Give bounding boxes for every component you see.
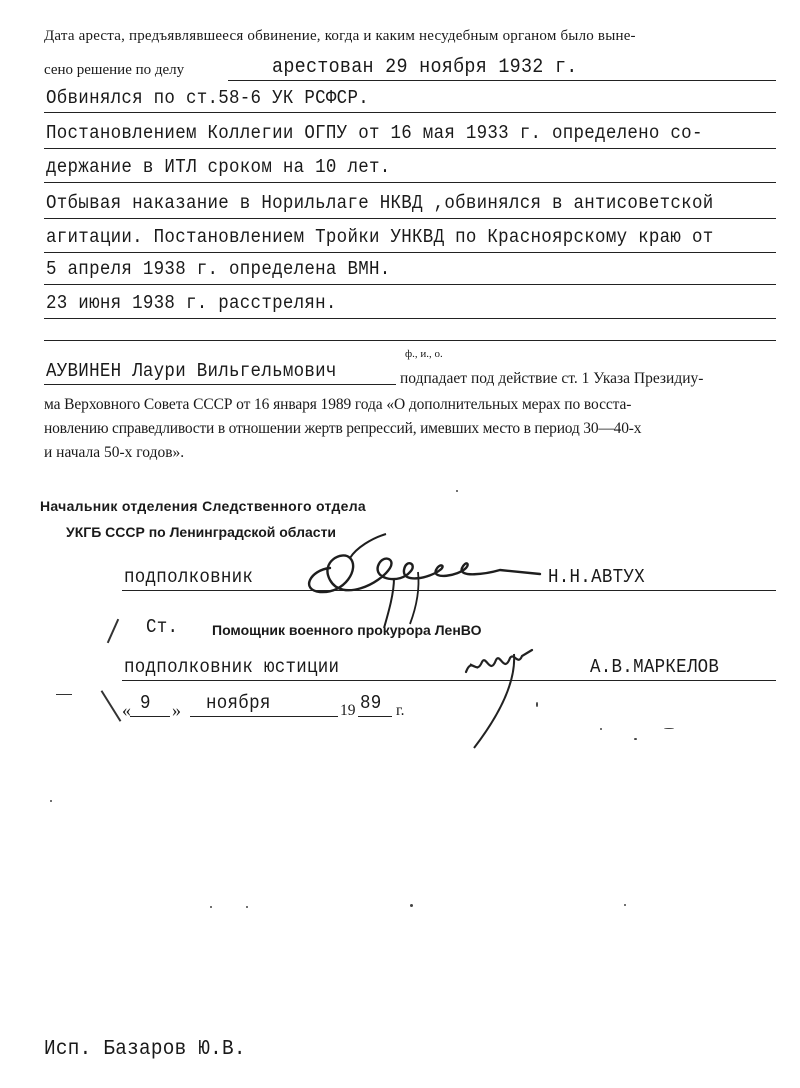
rule-line-7 bbox=[44, 284, 776, 285]
form-header-line-2: сено решение по делу bbox=[44, 62, 185, 78]
date-year-suffix: 89 bbox=[360, 692, 382, 714]
case-line-charge: Обвинялся по ст.58-6 УК РСФСР. bbox=[46, 87, 369, 109]
left-dash-mark bbox=[56, 694, 72, 695]
executor-line: Исп. Базаров Ю.В. bbox=[44, 1038, 246, 1061]
name-underline bbox=[44, 384, 396, 385]
prosecutor-prefix: Ст. bbox=[146, 616, 179, 638]
case-line-itl-term: держание в ИТЛ сроком на 10 лет. bbox=[46, 156, 391, 178]
prosecutor-title: Помощник военного прокурора ЛенВО bbox=[212, 622, 482, 638]
rule-line-6 bbox=[44, 252, 776, 253]
date-day: 9 bbox=[140, 692, 151, 714]
form-header-line-1: Дата ареста, предъявлявшееся обвинение, когда и каким несудебным органом было выне- bbox=[44, 28, 636, 44]
prosecutor-signature-line bbox=[122, 680, 776, 681]
date-open-quote: « bbox=[122, 700, 131, 720]
date-month-underline bbox=[190, 716, 338, 717]
chief-rank: подполковник bbox=[124, 566, 254, 588]
case-line-arrest: арестован 29 ноября 1932 г. bbox=[272, 56, 578, 79]
prosecutor-signature-icon bbox=[452, 636, 562, 756]
case-line-norillag: Отбывая наказание в Норильлаге НКВД ,обвинялся в антисоветской bbox=[46, 192, 714, 214]
rehab-text-line-2: ма Верховного Совета СССР от 16 января 1989 года «О дополнительных мерах по восста- bbox=[44, 396, 632, 413]
prosecutor-rank: подполковник юстиции bbox=[124, 656, 340, 678]
case-line-execution: 23 июня 1938 г. расстрелян. bbox=[46, 292, 337, 314]
date-day-underline bbox=[130, 716, 170, 717]
scan-speck bbox=[664, 728, 674, 729]
rehab-text-line-4: и начала 50-х годов». bbox=[44, 444, 185, 461]
scan-speck bbox=[410, 904, 413, 907]
scan-speck bbox=[50, 800, 52, 802]
person-name: АУВИНЕН Лаури Вильгельмович bbox=[46, 360, 337, 382]
date-close-quote: » bbox=[172, 700, 181, 720]
rule-line-8 bbox=[44, 318, 776, 319]
prosecutor-margin-mark bbox=[107, 619, 119, 644]
scan-speck bbox=[600, 728, 602, 730]
scan-speck bbox=[624, 904, 626, 906]
chief-name: Н.Н.АВТУХ bbox=[548, 566, 645, 588]
case-line-troika: агитации. Постановлением Тройки УНКВД по Красноярскому краю от bbox=[46, 226, 714, 248]
case-line-ogpu-decision: Постановлением Коллегии ОГПУ от 16 мая 1933 г. определено со- bbox=[46, 122, 703, 144]
date-year-prefix: 19 bbox=[340, 702, 356, 719]
rule-line-5 bbox=[44, 218, 776, 219]
rule-line-4 bbox=[44, 182, 776, 183]
rehab-text-line-3: новлению справедливости в отношении жертв репрессий, имевших место в период 30—40-х bbox=[44, 420, 642, 437]
rehab-text-line-1: подпадает под действие ст. 1 Указа Президиу- bbox=[400, 370, 704, 387]
scan-speck bbox=[456, 490, 458, 492]
rule-line-1 bbox=[228, 80, 776, 81]
scan-speck bbox=[634, 738, 637, 740]
chief-title-line-1: Начальник отделения Следственного отдела bbox=[40, 498, 367, 514]
scan-speck bbox=[246, 906, 248, 908]
scan-speck bbox=[536, 702, 538, 707]
date-year-underline bbox=[358, 716, 392, 717]
chief-title-line-2: УКГБ СССР по Ленинградской области bbox=[66, 524, 337, 540]
case-line-vmn: 5 апреля 1938 г. определена ВМН. bbox=[46, 258, 391, 280]
date-month: ноября bbox=[206, 692, 271, 714]
scan-speck bbox=[210, 906, 212, 908]
left-slash-mark bbox=[101, 690, 122, 722]
rule-line-2 bbox=[44, 112, 776, 113]
rule-line-9 bbox=[44, 340, 776, 341]
rule-line-3 bbox=[44, 148, 776, 149]
date-year-mark: г. bbox=[396, 702, 405, 719]
prosecutor-name: А.В.МАРКЕЛОВ bbox=[590, 656, 720, 678]
fio-caption: ф., и., о. bbox=[405, 348, 443, 360]
